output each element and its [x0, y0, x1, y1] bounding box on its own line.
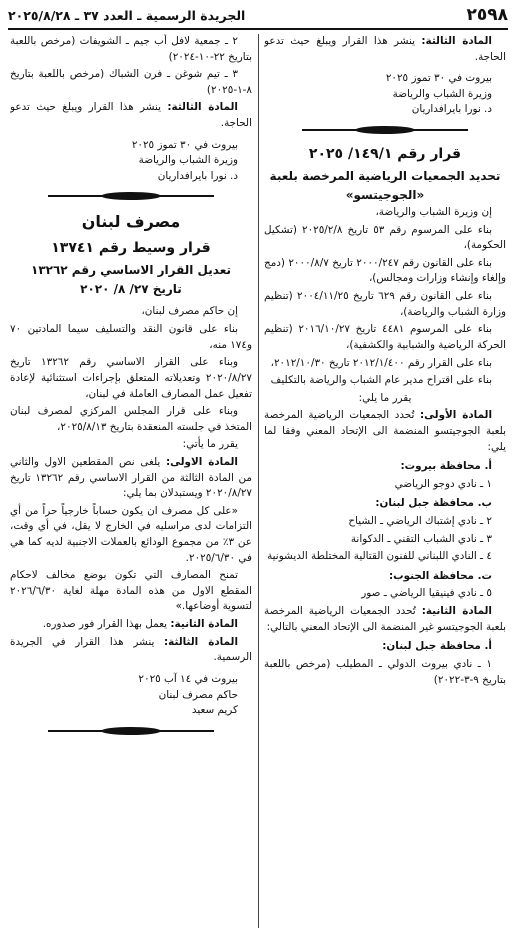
date-title: تاريخ ٢٧/ ٨/ ٢٠٢٠ [80, 282, 182, 297]
article-text: يعمل بهذا القرار فور صدوره. [42, 618, 168, 631]
signature-line: د. نورا بايرافداريان [157, 169, 238, 182]
amend-title: تعديل القرار الاساسي رقم ١٣٢٦٢ [31, 263, 231, 278]
club-item: ١ ـ نادي بيروت الدولي ـ المطيلب (مرخص باللعبة بتاريخ ٩-٣-٢٠٢٢) [264, 657, 506, 686]
signature-line: كريم سعيد [191, 704, 238, 717]
preamble-line: بناء على القانون رقم ٦٢٩ تاريخ ٢٠٠٤/١١/٢٥ (تنظيم وزارة الشباب والرياضة)، [264, 290, 506, 318]
preamble-line: بناء على المرسوم رقم ٥٣ تاريخ ٢٠٢٥/٢/٨ (تشكيل الحكومة)، [264, 223, 506, 252]
article-label: المادة الثالثة: [164, 635, 239, 648]
preamble-line: إن حاكم مصرف لبنان، [141, 305, 238, 318]
section-divider [264, 126, 506, 134]
article-label: المادة الاولى: [165, 455, 238, 468]
club-item: ١ ـ نادي دوجو الرياضي [394, 477, 492, 490]
article-text: تُحدد الجمعيات الرياضية المرخصة بلعبة الجوجيتسو غير المنضمة الى الإتحاد المعني بالتالي: [264, 605, 506, 633]
article-text: يلغى نص المقطعين الاول والثاني من المادة الثالثة من القرار الاساسي رقم ١٣٢٦٢ تاريخ ٢٠٢٠/٨/٢٧ ويستبدلان بما يلي: [10, 455, 252, 500]
signature-block [10, 672, 252, 719]
club-item: ٢ ـ نادي إشتباك الرياضي ـ الشياح [348, 515, 492, 528]
signature-line: بيروت في ٣٠ تموز ٢٠٢٥ [385, 72, 492, 85]
preamble-line: إن وزيرة الشباب والرياضة، [375, 206, 492, 219]
article-text: ينشر هذا القرار ويبلغ حيث تدعو الحاجة. [10, 101, 252, 130]
signature-block [10, 138, 252, 185]
signature-line: بيروت في ١٤ آب ٢٠٢٥ [138, 672, 238, 685]
article-label: المادة الثانية: [170, 618, 238, 631]
section-divider [10, 192, 252, 200]
signature-line: حاكم مصرف لبنان [158, 688, 238, 701]
preamble-line: وبناء على القرار الاساسي رقم ١٣٢٦٢ تاريخ ٢٠٢٠/٨/٢٧ وتعديلاته المتعلق بإجراءات استثنائية لإعادة تفعيل عمل المصارف العاملة في لبنان، [10, 356, 252, 400]
article-label: المادة الثالثة: [421, 35, 492, 47]
article-label: المادة الثالثة: [167, 101, 238, 114]
decision-heading: تحديد الجمعيات الرياضية المرخصة بلعبة [269, 169, 501, 184]
decision-sport: «الجوجيتسو» [345, 188, 425, 203]
governorate-heading: أ. محافظة جبل لبنان: [382, 640, 492, 653]
decides-line: يقرر ما يأتي: [182, 438, 238, 451]
section-divider [10, 727, 252, 735]
preamble-line: بناء على القرار رقم ٢٠١٢/١/٤٠٠ تاريخ ٢٠١٢/١٠/٣٠، [270, 356, 492, 369]
article-text: تُحدد الجمعيات الرياضية المرخصة بلعبة الجوجيتسو المنضمة الى الإتحاد المعني وفقا لما يلي: [264, 409, 506, 453]
page-number: ٢٥٩٨ [466, 5, 508, 26]
preamble-line: وبناء على قرار المجلس المركزي لمصرف لبنان المتخذ في جلسته المنعقدة بتاريخ ٢٠٢٥/٨/١٣، [10, 405, 252, 433]
decides-line: يقرر ما يلي: [358, 391, 412, 404]
club-item: ٤ ـ النادي اللبناني للفنون القتالية المختلطة الديشونية [267, 550, 492, 563]
signature-line: وزيرة الشباب والرياضة [138, 154, 238, 167]
governorate-heading: ب. محافظة جبل لبنان: [375, 497, 492, 510]
club-item: ٥ ـ نادي فينيقيا الرياضي ـ صور [361, 587, 492, 600]
article-label: المادة الثانية: [421, 605, 492, 618]
issue-info: الجريدة الرسمية ـ العدد ٣٧ ـ ٢٠٢٥/٨/٢٨ [8, 7, 246, 23]
column-rule [252, 34, 264, 928]
preamble-line: بناء على المرسوم ٤٤٨١ تاريخ ٢٠١٦/١٠/٢٧ (تنظيم الحركة الرياضية والشبابية والكشفية)، [264, 323, 506, 351]
signature-line: وزيرة الشباب والرياضة [392, 87, 492, 100]
preamble-line: بناء على اقتراح مدير عام الشباب والرياضة بالتكليف [270, 374, 492, 387]
page-header [8, 4, 508, 30]
signature-line: د. نورا بايرافداريان [411, 103, 492, 116]
signature-line: بيروت في ٣٠ تموز ٢٠٢٥ [131, 138, 238, 151]
governorate-heading: ت. محافظة الجنوب: [389, 569, 492, 582]
club-item: ٣ ـ تيم شوغن ـ فرن الشباك (مرخص باللعبة بتاريخ ٨-١-٢٠٢٥) [10, 68, 252, 96]
left-column [10, 34, 252, 928]
article-text: ينشر هذا القرار ويبلغ حيث تدعو الحاجة. [264, 35, 506, 63]
club-item: ٣ ـ نادي الشباب التقني ـ الدكوانة [350, 532, 492, 545]
governorate-heading: أ. محافظة بيروت: [400, 460, 492, 473]
signature-block [264, 71, 506, 118]
page-columns [10, 34, 506, 928]
right-column [264, 34, 506, 928]
circular-title: قرار وسيط رقم ١٣٧٤١ [51, 240, 211, 257]
quoted-text: «على كل مصرف ان يكون حساباً خارجياً حراً من أي التزامات لدى مراسليه في الخارج لا يقل، في أي وقت، عن ٣٪ من مجموع الودائع بالعملات الاجنبية لديه كما هي في ٢٠٢٥/٦/٣٠. [10, 504, 252, 564]
article-label: المادة الأولى: [420, 409, 493, 422]
preamble-line: بناء على القانون رقم ٢٠٠٠/٢٤٧ تاريخ ٢٠٠٠/٨/٧ (دمج وإلغاء وإنشاء وزارات ومجالس)، [264, 256, 506, 285]
bank-title: مصرف لبنان [81, 212, 181, 232]
club-item: ٢ ـ جمعية لافل أب جيم ـ الشويفات (مرخص باللعبة بتاريخ ٢٢-١٠-٢٠٢٤) [10, 35, 252, 63]
preamble-line: بناء على قانون النقد والتسليف سيما المادتين ٧٠ و١٧٤ منه، [10, 323, 252, 351]
article-text: ينشر هذا القرار في الجريدة الرسمية. [10, 635, 252, 664]
decision-title: قرار رقم ١٤٩/١/ ٢٠٢٥ [308, 146, 462, 163]
quoted-text: تمنح المصارف التي تكون بوضع مخالف لاحكام المقطع الاول من هذه المادة مهلة لغاية ٢٠٢٦/٦/٣٠ لتسوية أوضاعها.» [10, 569, 252, 613]
